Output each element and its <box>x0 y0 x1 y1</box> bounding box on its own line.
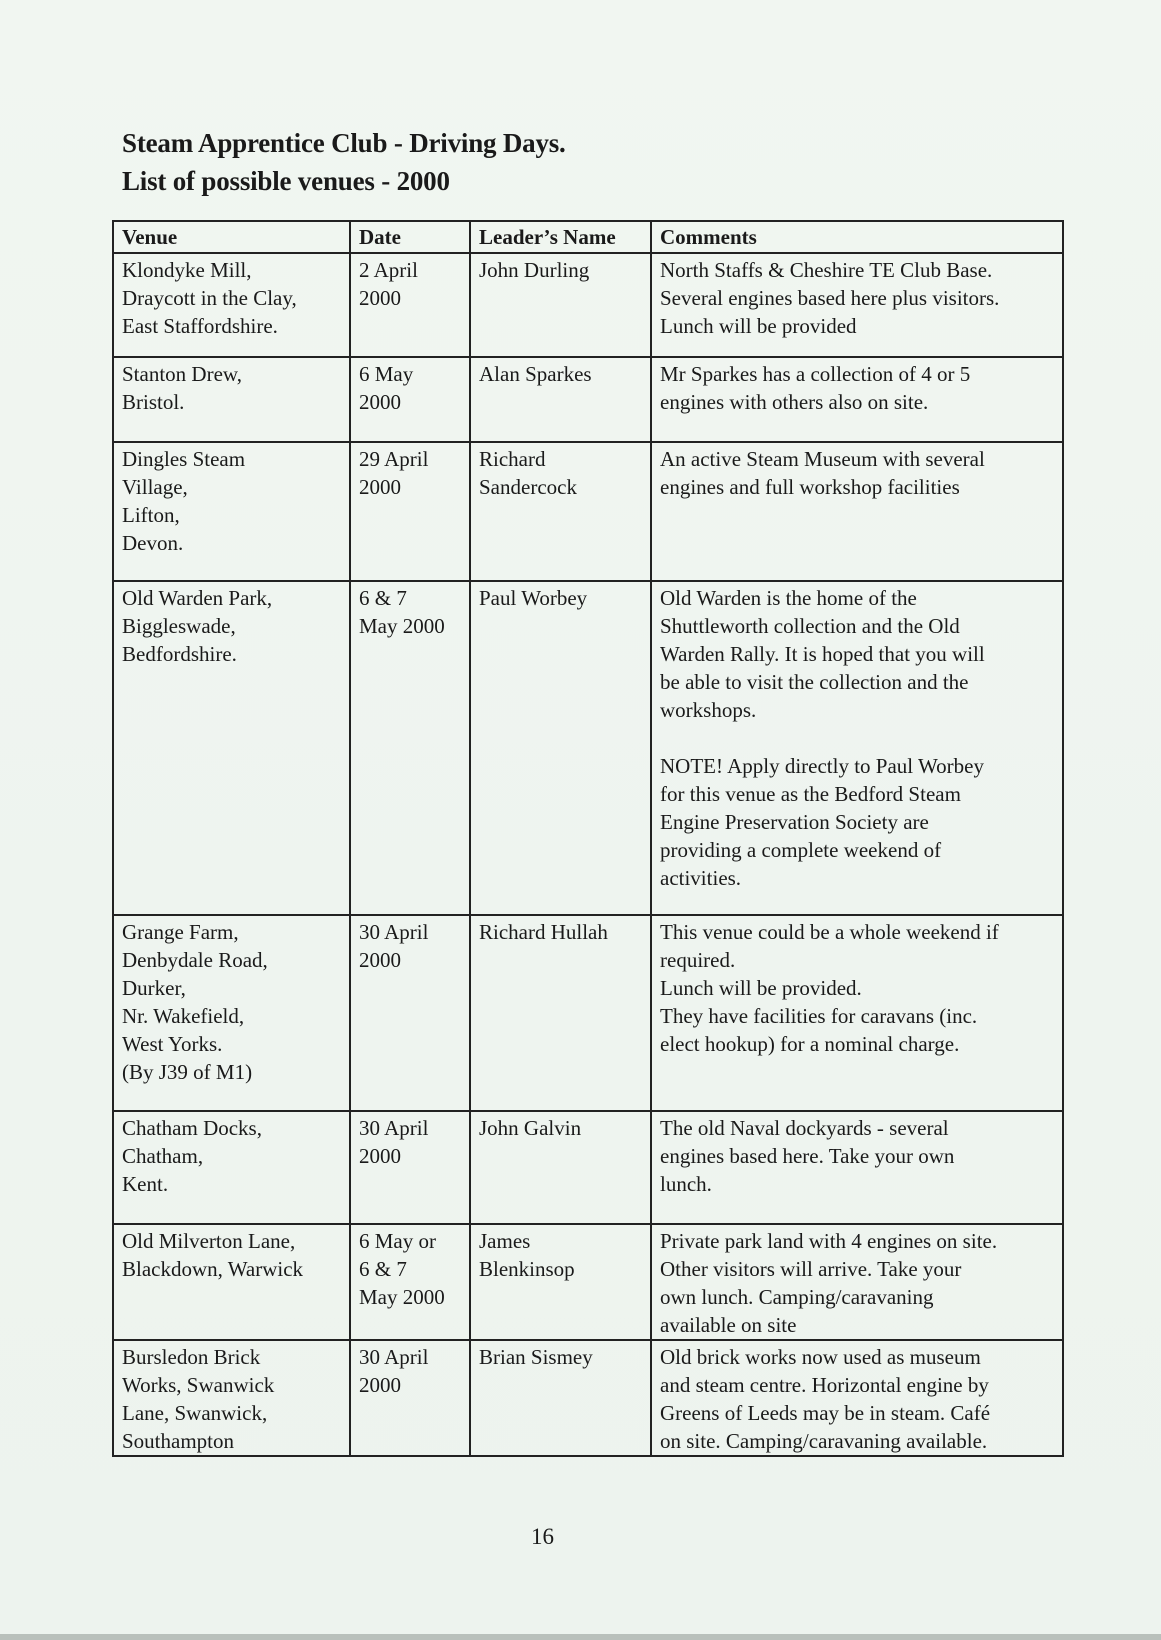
venues-table <box>112 220 1064 1457</box>
leader-cell: Paul Worbey <box>470 581 651 915</box>
table-header-row <box>113 221 1063 253</box>
leader-cell: John Durling <box>470 253 651 357</box>
venue-cell: Dingles Steam Village, Lifton, Devon. <box>113 442 350 581</box>
table-row <box>113 915 1063 1111</box>
date-cell: 6 May or 6 & 7 May 2000 <box>350 1224 470 1340</box>
table-row <box>113 357 1063 442</box>
date-cell: 30 April 2000 <box>350 1111 470 1224</box>
leader-cell: Alan Sparkes <box>470 357 651 442</box>
venue-cell: Chatham Docks, Chatham, Kent. <box>113 1111 350 1224</box>
venue-cell: Old Warden Park, Biggleswade, Bedfordshire. <box>113 581 350 915</box>
comments-cell: Old brick works now used as museum and steam centre. Horizontal engine by Greens of Leeds may be in steam. Café on site. Camping/caravaning available. <box>651 1340 1063 1456</box>
comments-cell: The old Naval dockyards - several engines based here. Take your own lunch. <box>651 1111 1063 1224</box>
comments-cell: Private park land with 4 engines on site. Other visitors will arrive. Take your own lunch. Camping/caravaning available on site <box>651 1224 1063 1340</box>
venue-cell: Stanton Drew, Bristol. <box>113 357 350 442</box>
leader-cell: Brian Sismey <box>470 1340 651 1456</box>
venue-cell: Bursledon Brick Works, Swanwick Lane, Swanwick, Southampton <box>113 1340 350 1456</box>
page-number: 16 <box>531 1524 554 1549</box>
table-row <box>113 253 1063 357</box>
date-cell: 30 April 2000 <box>350 915 470 1111</box>
leader-cell: Richard Hullah <box>470 915 651 1111</box>
leader-cell: Richard Sandercock <box>470 442 651 581</box>
comments-cell: North Staffs & Cheshire TE Club Base. Several engines based here plus visitors. Lunch will be provided <box>651 253 1063 357</box>
date-cell: 6 May 2000 <box>350 357 470 442</box>
venue-cell: Grange Farm, Denbydale Road, Durker, Nr. Wakefield, West Yorks. (By J39 of M1) <box>113 915 350 1111</box>
date-cell: 29 April 2000 <box>350 442 470 581</box>
table-row <box>113 442 1063 581</box>
table-row <box>113 1224 1063 1340</box>
table-row <box>113 1340 1063 1456</box>
comments-cell: This venue could be a whole weekend if required. Lunch will be provided. They have facilities for caravans (inc. elect hookup) for a nominal charge. <box>651 915 1063 1111</box>
date-cell: 2 April 2000 <box>350 253 470 357</box>
date-cell: 30 April 2000 <box>350 1340 470 1456</box>
scan-edge <box>0 1634 1161 1640</box>
table-row <box>113 1111 1063 1224</box>
header-venue: Venue <box>113 221 350 253</box>
table-row <box>113 581 1063 915</box>
comments-cell: Old Warden is the home of the Shuttleworth collection and the Old Warden Rally. It is hoped that you will be able to visit the collection and the workshops. NOTE! Apply directly to Paul Worbey for this venue as the Bedford Steam Engine Preservation Society are providing a complete weekend of activities. <box>651 581 1063 915</box>
leader-cell: John Galvin <box>470 1111 651 1224</box>
page-title <box>122 124 566 200</box>
leader-cell: James Blenkinsop <box>470 1224 651 1340</box>
venue-cell: Old Milverton Lane, Blackdown, Warwick <box>113 1224 350 1340</box>
date-cell: 6 & 7 May 2000 <box>350 581 470 915</box>
title-line-1: Steam Apprentice Club - Driving Days. <box>122 128 566 158</box>
comments-cell: Mr Sparkes has a collection of 4 or 5 engines with others also on site. <box>651 357 1063 442</box>
header-comments: Comments <box>651 221 1063 253</box>
header-leader: Leader’s Name <box>470 221 651 253</box>
venue-cell: Klondyke Mill, Draycott in the Clay, East Staffordshire. <box>113 253 350 357</box>
header-date: Date <box>350 221 470 253</box>
title-line-2: List of possible venues - 2000 <box>122 166 450 196</box>
comments-cell: An active Steam Museum with several engines and full workshop facilities <box>651 442 1063 581</box>
